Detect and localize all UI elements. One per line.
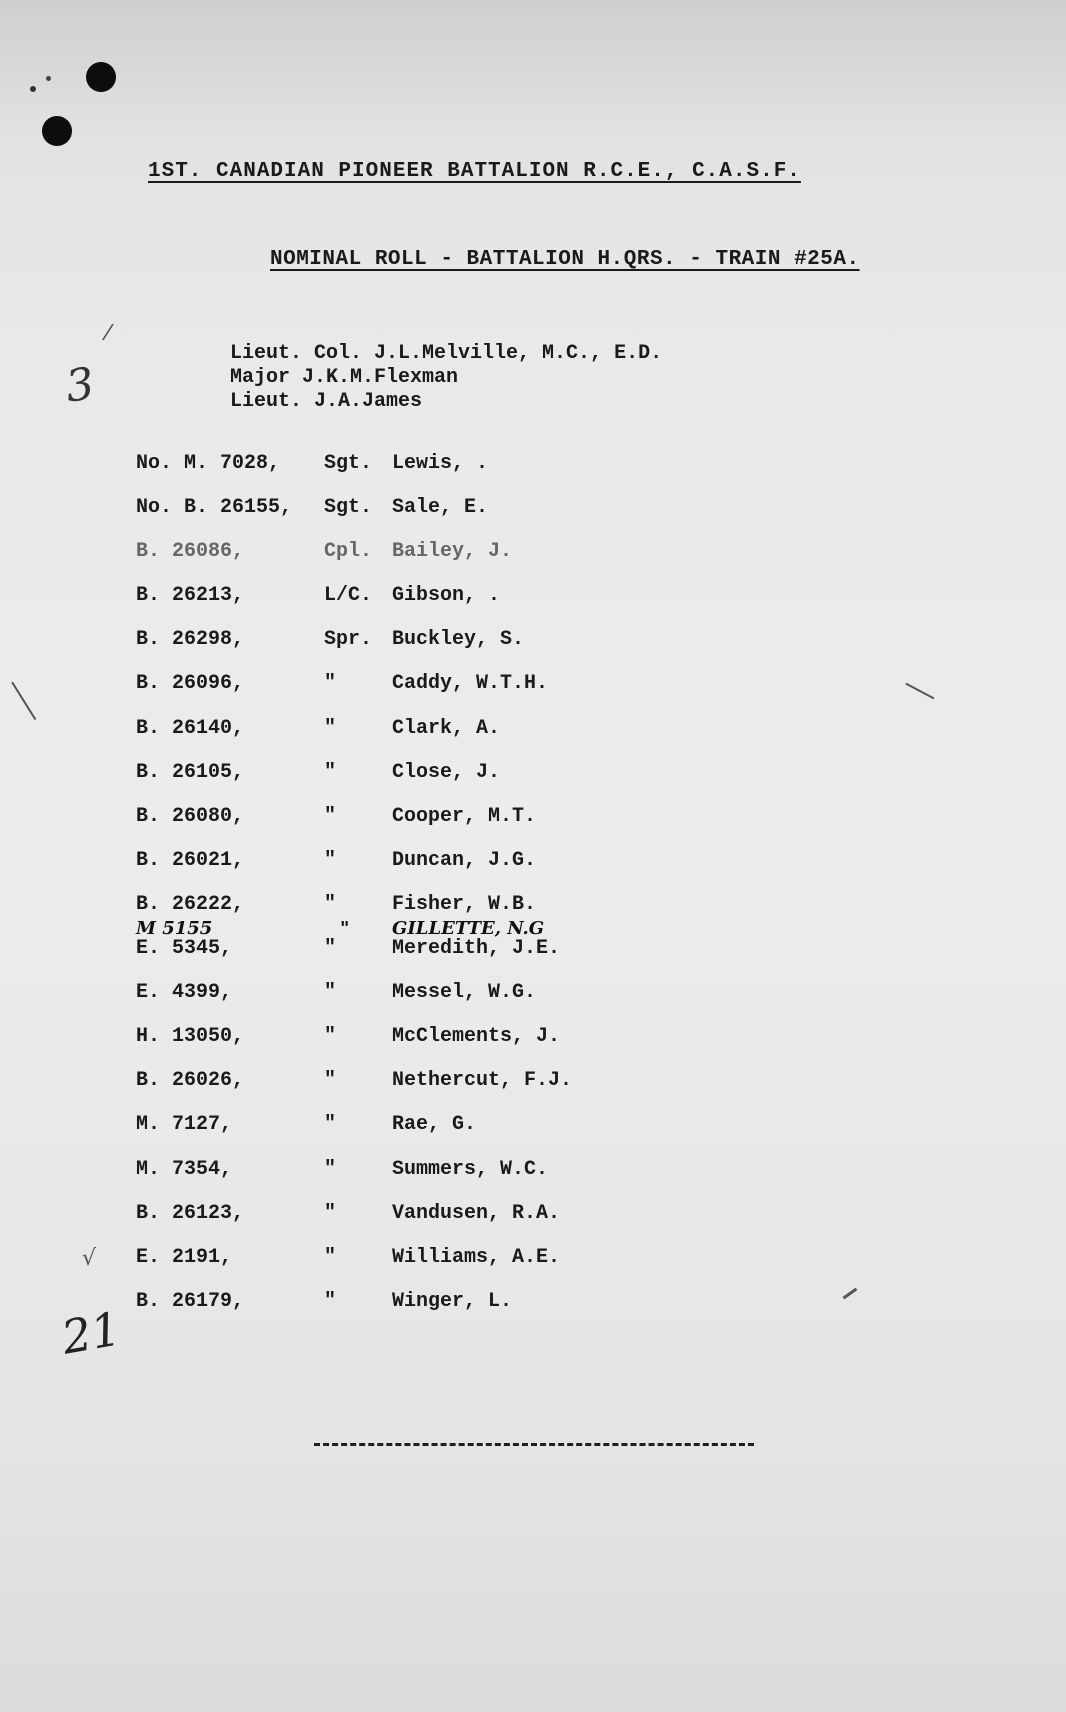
rank: " [324,1201,337,1225]
rank: L/C. [324,584,373,608]
roll-row [136,1158,836,1202]
roll-row [136,1246,836,1290]
service-number: B. 26140, [136,716,245,740]
service-number: B. 26123, [136,1201,245,1225]
service-number: E. 5345, [136,937,233,961]
rank: " [324,981,337,1005]
officer-list [230,342,662,414]
roll-row [136,584,836,628]
rank: Cpl. [324,540,373,564]
roll-row [136,1025,836,1069]
roll-row [136,849,836,893]
roll-row [136,761,836,805]
rank: Spr. [324,628,373,652]
check-tick: √ [82,1246,97,1271]
soldier-name: Lewis, . [392,452,489,475]
soldier-name: Rae, G. [392,1113,477,1137]
soldier-name: Winger, L. [392,1289,513,1313]
service-number: B. 26096, [136,672,245,696]
soldier-name: Buckley, S. [392,628,525,652]
roll-row [136,717,836,761]
service-number: E. 2191, [136,1245,233,1269]
officer-line: Major J.K.M.Flexman [230,366,459,389]
unit-title: 1ST. CANADIAN PIONEER BATTALION R.C.E., C.A.S.F. [148,160,801,183]
roll-row [136,452,836,496]
check-tick: / [100,319,115,346]
roll-row [136,540,836,584]
roll-title: NOMINAL ROLL - BATTALION H.QRS. - TRAIN #25A. [270,248,860,271]
soldier-name: Fisher, W.B. [392,892,537,916]
total-count-mark: 21 [57,1301,125,1365]
soldier-name: Close, J. [392,760,501,784]
speck [46,76,51,81]
roll-row [136,628,836,672]
soldier-name: Cooper, M.T. [392,804,537,828]
punch-hole-bottom [42,116,72,146]
roll-row [136,1113,836,1157]
service-number: B. 26298, [136,628,245,652]
soldier-name: Summers, W.C. [392,1157,549,1181]
soldier-name: Caddy, W.T.H. [392,672,549,696]
officer-line: Lieut. J.A.James [230,390,423,413]
rank: " [324,937,337,961]
rank: " [324,804,337,828]
roll-row [136,937,836,981]
rank: " [324,892,337,916]
rank: " [324,1069,337,1093]
soldier-name: Bailey, J. [392,540,513,564]
service-number: E. 4399, [136,981,233,1005]
soldier-name: Duncan, J.G. [392,848,537,872]
rank: " [324,760,337,784]
roll-row [136,1290,836,1334]
service-number: B. 26105, [136,760,245,784]
speck [30,86,36,92]
rank: " [324,1157,337,1181]
service-number: M. 7127, [136,1113,233,1137]
service-number: B. 26222, [136,892,245,916]
soldier-name: Williams, A.E. [392,1245,561,1269]
soldier-name: Gibson, . [392,584,501,608]
handwritten-name: GILLETTE, N.G [392,918,545,939]
rank: " [324,848,337,872]
rank: " [324,672,337,696]
roll-row [136,672,836,716]
page-number-mark: 3 [62,358,98,413]
service-number: B. 26213, [136,584,245,608]
roll-row [136,981,836,1025]
rank: " [324,1245,337,1269]
service-number: B. 26179, [136,1289,245,1313]
handwritten-ditto: " [340,918,350,939]
service-number: No. M. 7028, [136,452,281,475]
margin-stroke [906,683,935,699]
rank: " [324,1289,337,1313]
roll-row [136,805,836,849]
service-number: B. 26080, [136,804,245,828]
soldier-name: Clark, A. [392,716,501,740]
rank: Sgt. [324,452,373,475]
officer-line: Lieut. Col. J.L.Melville, M.C., E.D. [230,342,663,365]
service-number: M. 7354, [136,1157,233,1181]
soldier-name: Messel, W.G. [392,981,537,1005]
service-number: B. 26086, [136,540,245,564]
rank: " [324,716,337,740]
service-number: H. 13050, [136,1025,245,1049]
roll-row [136,1202,836,1246]
rank: Sgt. [324,496,373,520]
soldier-name: McClements, J. [392,1025,561,1049]
margin-stroke [12,682,37,720]
roll-row [136,496,836,540]
punch-hole-top [86,62,116,92]
service-number: B. 26026, [136,1069,245,1093]
rank: " [324,1113,337,1137]
rank: " [324,1025,337,1049]
soldier-name: Vandusen, R.A. [392,1201,561,1225]
soldier-name: Meredith, J.E. [392,937,561,961]
handwritten-number: M 5155 [136,918,213,939]
nominal-roll [136,452,836,1334]
handwritten-entry [136,918,776,940]
margin-stroke [843,1288,858,1300]
soldier-name: Nethercut, F.J. [392,1069,573,1093]
service-number: B. 26021, [136,848,245,872]
service-number: No. B. 26155, [136,496,293,520]
roll-row [136,1069,836,1113]
closing-rule [314,1443,754,1446]
soldier-name: Sale, E. [392,496,489,520]
